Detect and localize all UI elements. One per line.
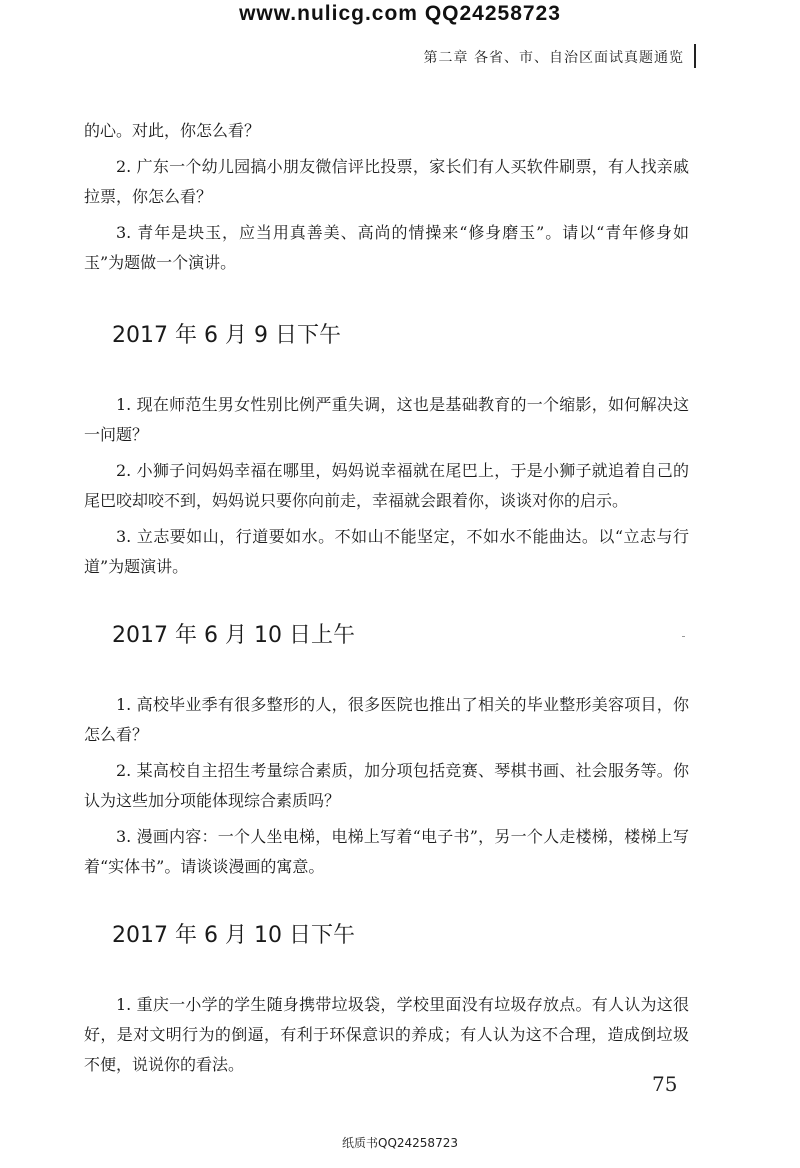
page-number: 75 xyxy=(652,1072,678,1096)
question-paragraph: 2. 广东一个幼儿园搞小朋友微信评比投票，家长们有人买软件刷票，有人找亲戚拉票，你怎么看？ xyxy=(84,157,689,206)
question-paragraph: 1. 现在师范生男女性别比例严重失调，这也是基础教育的一个缩影，如何解决这一问题？ xyxy=(84,395,689,444)
question-paragraph: 2. 某高校自主招生考量综合素质，加分项包括竞赛、琴棋书画、社会服务等。你认为这些加分项能体现综合素质吗？ xyxy=(84,761,689,810)
question-paragraph: 3. 漫画内容：一个人坐电梯，电梯上写着“电子书”，另一个人走楼梯，楼梯上写着“实体书”。请谈谈漫画的寓意。 xyxy=(84,827,689,876)
question-paragraph: 2. 小狮子问妈妈幸福在哪里，妈妈说幸福就在尾巴上，于是小狮子就追着自己的尾巴咬却咬不到，妈妈说只要你向前走，幸福就会跟着你，谈谈对你的启示。 xyxy=(84,461,689,510)
section-heading: 2017 年 6 月 10 日下午 xyxy=(112,923,355,948)
watermark-top: www.nulicg.com QQ24258723 xyxy=(239,2,561,25)
scan-speck xyxy=(682,636,685,637)
page-body xyxy=(84,116,689,1086)
question-paragraph: 3. 青年是块玉，应当用真善美、高尚的情操来“修身磨玉”。请以“青年修身如玉”为题做一个演讲。 xyxy=(84,223,689,272)
question-paragraph: 1. 重庆一小学的学生随身携带垃圾袋，学校里面没有垃圾存放点。有人认为这很好，是对文明行为的倒逼，有利于环保意识的养成；有人认为这不合理，造成倒垃圾不便，说说你的看法。 xyxy=(84,995,689,1074)
header-rule xyxy=(694,44,696,68)
watermark-bottom: 纸质书QQ24258723 xyxy=(342,1136,458,1150)
section-heading: 2017 年 6 月 10 日上午 xyxy=(112,623,355,648)
question-paragraph: 3. 立志要如山，行道要如水。不如山不能坚定，不如水不能曲达。以“立志与行道”为题演讲。 xyxy=(84,527,689,576)
question-paragraph: 1. 高校毕业季有很多整形的人，很多医院也推出了相关的毕业整形美容项目，你怎么看？ xyxy=(84,695,689,744)
paragraph-continuation: 的心。对此，你怎么看？ xyxy=(84,121,261,140)
section-heading: 2017 年 6 月 9 日下午 xyxy=(112,323,341,348)
running-header: 第二章 各省、市、自治区面试真题通览 xyxy=(423,50,684,66)
